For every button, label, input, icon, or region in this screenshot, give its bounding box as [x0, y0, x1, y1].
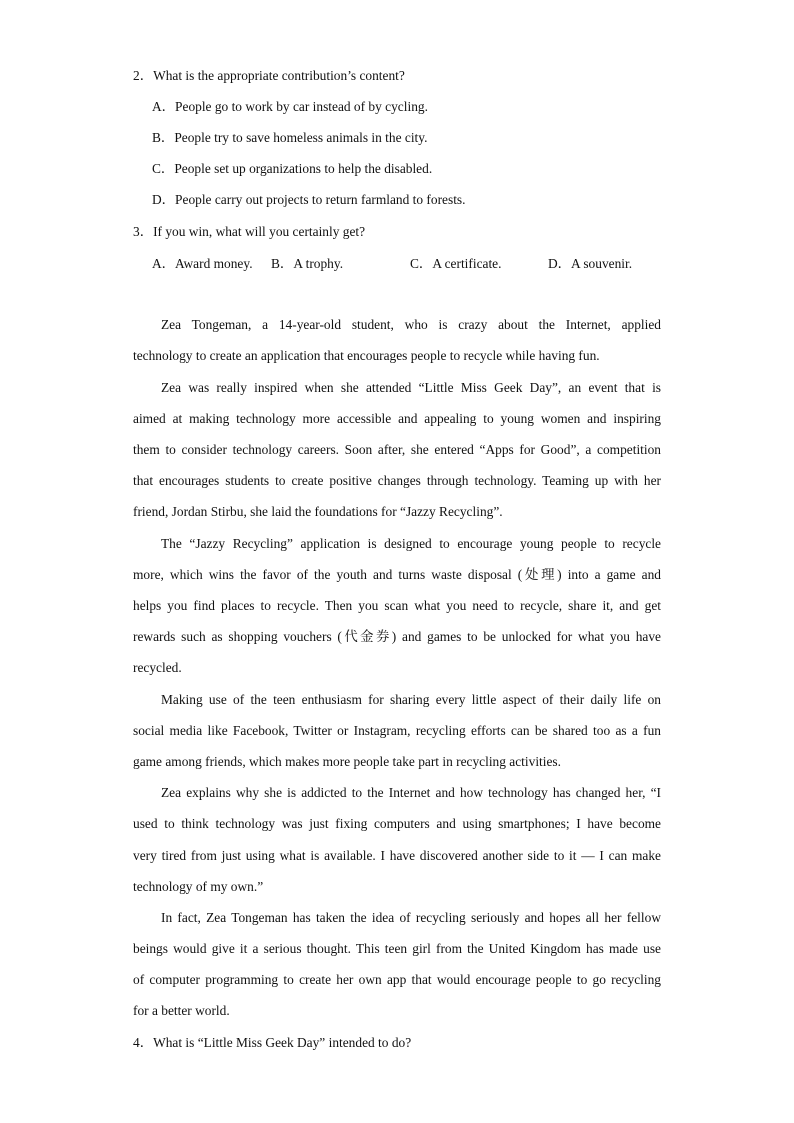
passage-line: very tired from just using what is available. I have discovered another side to it — I can make [133, 848, 661, 863]
passage-line: Zea was really inspired when she attended “Little Miss Geek Day”, an event that is [161, 380, 661, 395]
passage-line: Zea Tongeman, a 14-year-old student, who is crazy about the Internet, applied [161, 317, 661, 332]
passage-line: for a better world. [133, 1003, 230, 1018]
passage-line: beings would give it a serious thought. This teen girl from the United Kingdom has made use [133, 941, 661, 956]
passage-line: recycled. [133, 660, 182, 675]
passage-line: rewards such as shopping vouchers (代金券) and games to be unlocked for what you have [133, 629, 661, 644]
passage-line: social media like Facebook, Twitter or Instagram, recycling efforts can be shared too as a fun [133, 723, 661, 738]
passage-line: technology to create an application that encourages people to recycle while having fun. [133, 348, 600, 363]
question-3-option-a: A．Award money. [152, 256, 253, 271]
question-2-option-d: D．People carry out projects to return farmland to forests. [152, 192, 466, 207]
passage-line: helps you find places to recycle. Then you scan what you need to recycle, share it, and get [133, 598, 661, 613]
passage-line: used to think technology was just fixing computers and using smartphones; I have become [133, 816, 661, 831]
passage-line: aimed at making technology more accessible and appealing to young women and inspiring [133, 411, 661, 426]
passage-line: them to consider technology careers. Soon after, she entered “Apps for Good”, a competition [133, 442, 661, 457]
passage-line: In fact, Zea Tongeman has taken the idea of recycling seriously and hopes all her fellow [161, 910, 661, 925]
question-2-option-c: C．People set up organizations to help the disabled. [152, 161, 433, 176]
question-3-option-b: B．A trophy. [271, 256, 344, 271]
passage-line: friend, Jordan Stirbu, she laid the foundations for “Jazzy Recycling”. [133, 504, 503, 519]
question-2-option-a: A．People go to work by car instead of by cycling. [152, 99, 428, 114]
passage-line: more, which wins the favor of the youth and turns waste disposal (处理) into a game and [133, 567, 661, 582]
question-3-option-d: D．A souvenir. [548, 256, 633, 271]
question-3-option-c: C．A certificate. [410, 256, 502, 271]
question-4-stem: 4．What is “Little Miss Geek Day” intended to do? [133, 1035, 412, 1050]
question-2-stem: 2．What is the appropriate contribution’s content? [133, 68, 405, 83]
passage-line: that encourages students to create positive changes through technology. Teaming up with her [133, 473, 661, 488]
question-2-option-b: B．People try to save homeless animals in the city. [152, 130, 428, 145]
passage-line: The “Jazzy Recycling” application is designed to encourage young people to recycle [161, 536, 661, 551]
passage-line: Zea explains why she is addicted to the Internet and how technology has changed her, “I [161, 785, 661, 800]
passage-line: game among friends, which makes more people take part in recycling activities. [133, 754, 561, 769]
question-3-stem: 3．If you win, what will you certainly get? [133, 224, 366, 239]
passage-line: Making use of the teen enthusiasm for sharing every little aspect of their daily life on [161, 692, 661, 707]
passage-line: of computer programming to create her own app that would encourage people to go recycling [133, 972, 661, 987]
passage-line: technology of my own.” [133, 879, 264, 894]
